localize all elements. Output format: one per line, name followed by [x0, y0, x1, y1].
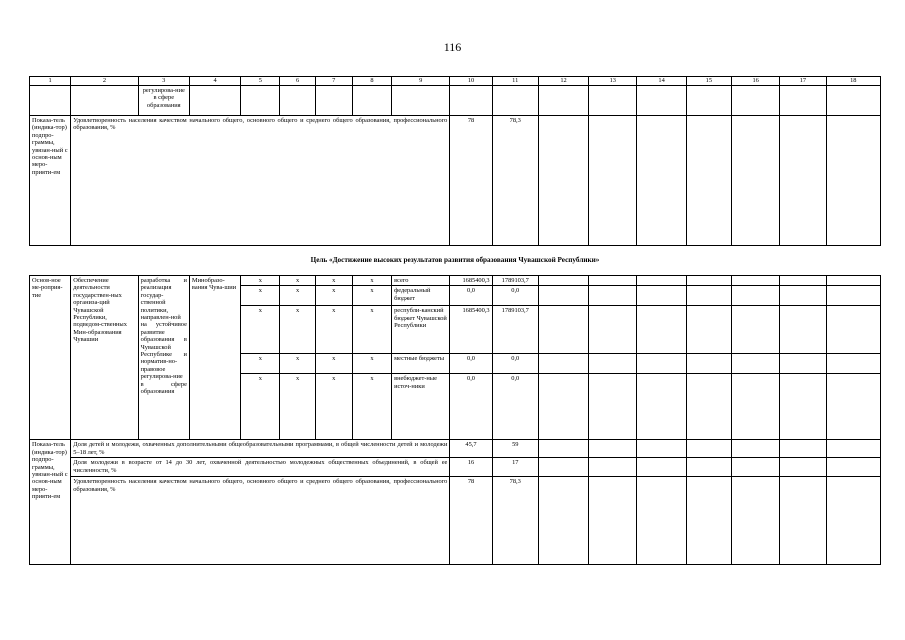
x-cell: x: [241, 286, 280, 306]
continuation-text: регулирова-ние в сфере образования: [138, 86, 189, 116]
indicator-row: [30, 440, 881, 458]
source-value-11: 1789103,7: [492, 306, 538, 354]
header-cell: 16: [732, 77, 780, 86]
header-cell: 15: [686, 77, 731, 86]
header-cell: 12: [538, 77, 588, 86]
measure-name: Обеспечение деятельности государствен-ных организа-ций Чувашской Республики, подведом-ственных Мин-образования Чувашии: [71, 276, 138, 440]
indicator-value-10: 45,7: [450, 440, 492, 458]
indicator-label: Показа-тель (индика-тор) подпро-граммы, увязан-ный с основ-ным меро-прияти-ем: [30, 116, 71, 246]
x-cell: x: [241, 374, 280, 440]
table-lower: [29, 275, 881, 565]
source-name: местные бюджеты: [392, 354, 450, 374]
x-cell: x: [315, 306, 352, 354]
indicator-text: Доля молодежи в возрасте от 14 до 30 лет, охваченной деятельностью молодежных общественных объединений, в общей ее численности, %: [71, 458, 450, 477]
x-cell: x: [315, 286, 352, 306]
source-value-11: 1789103,7: [492, 276, 538, 286]
source-name: республи-канский бюджет Чувашской Республики: [392, 306, 450, 354]
indicator-label: Показа-тель (индика-тор) подпро-граммы, увязан-ный с основ-ным меро-прияти-ем: [30, 440, 71, 565]
indicator-value-11: 59: [492, 440, 538, 458]
x-cell: x: [352, 354, 391, 374]
header-cell: 17: [780, 77, 826, 86]
header-cell: 13: [589, 77, 637, 86]
table-row: [30, 276, 881, 286]
source-name: внебюджет-ные источ-ники: [392, 374, 450, 440]
source-name: федеральный бюджет: [392, 286, 450, 306]
source-value-10: 1685400,3: [450, 276, 492, 286]
indicator-value-10: 16: [450, 458, 492, 477]
goal-heading: Цель «Достижение высоких результатов развития образования Чувашской Республики»: [310, 256, 600, 264]
header-cell: 9: [392, 77, 450, 86]
x-cell: x: [280, 354, 315, 374]
source-value-11: 0,0: [492, 354, 538, 374]
header-cell: 10: [450, 77, 492, 86]
x-cell: x: [315, 354, 352, 374]
continuation-row: [30, 86, 881, 116]
source-value-11: 0,0: [492, 374, 538, 440]
x-cell: x: [280, 374, 315, 440]
indicator-value-11: 78,3: [492, 116, 538, 246]
indicator-text: Удовлетворенность населения качеством начального общего, основного общего и среднего общего образования, профессионального образования, %: [71, 477, 450, 565]
header-cell: 1: [30, 77, 71, 86]
page-number: 116: [443, 40, 462, 54]
indicator-row: [30, 458, 881, 477]
header-cell: 8: [352, 77, 391, 86]
x-cell: x: [280, 306, 315, 354]
header-cell: 5: [241, 77, 280, 86]
x-cell: x: [352, 286, 391, 306]
measure-executor: Минобразо-вания Чува-шии: [189, 276, 240, 440]
x-cell: x: [241, 276, 280, 286]
x-cell: x: [241, 354, 280, 374]
source-name: всего: [392, 276, 450, 286]
x-cell: x: [352, 306, 391, 354]
source-value-10: 0,0: [450, 286, 492, 306]
measure-description: разработка и реализация государ-ственной политики, направлен-ной на устойчивое развитие образования в Чувашской Республике и норматив-но-правовое регулирова-ние в сфере образования: [138, 276, 189, 440]
source-value-10: 0,0: [450, 374, 492, 440]
header-cell: 6: [280, 77, 315, 86]
x-cell: x: [352, 374, 391, 440]
indicator-value-10: 78: [450, 477, 492, 565]
x-cell: x: [315, 276, 352, 286]
indicator-text: Доля детей и молодежи, охваченных дополнительными общеобразовательными программами, в общей численности детей и молодежи 5–18 лет, %: [71, 440, 450, 458]
x-cell: x: [352, 276, 391, 286]
x-cell: x: [241, 306, 280, 354]
header-cell: 3: [138, 77, 189, 86]
table-upper: [29, 76, 881, 246]
source-value-10: 0,0: [450, 354, 492, 374]
indicator-value-10: 78: [450, 116, 492, 246]
source-value-11: 0,0: [492, 286, 538, 306]
indicator-value-11: 78,3: [492, 477, 538, 565]
source-value-10: 1685400,3: [450, 306, 492, 354]
header-cell: 4: [189, 77, 240, 86]
x-cell: x: [280, 286, 315, 306]
header-cell: 18: [826, 77, 880, 86]
header-row: [30, 77, 881, 86]
measure-type: Основ-ное ме-роприя-тие: [30, 276, 71, 440]
x-cell: x: [315, 374, 352, 440]
indicator-text: Удовлетворенность населения качеством начального общего, основного общего и среднего общего образования, профессионального образования, %: [71, 116, 450, 246]
header-cell: 7: [315, 77, 352, 86]
header-cell: 2: [71, 77, 138, 86]
indicator-row: [30, 116, 881, 246]
header-cell: 14: [637, 77, 686, 86]
indicator-row: [30, 477, 881, 565]
header-cell: 11: [492, 77, 538, 86]
x-cell: x: [280, 276, 315, 286]
indicator-value-11: 17: [492, 458, 538, 477]
